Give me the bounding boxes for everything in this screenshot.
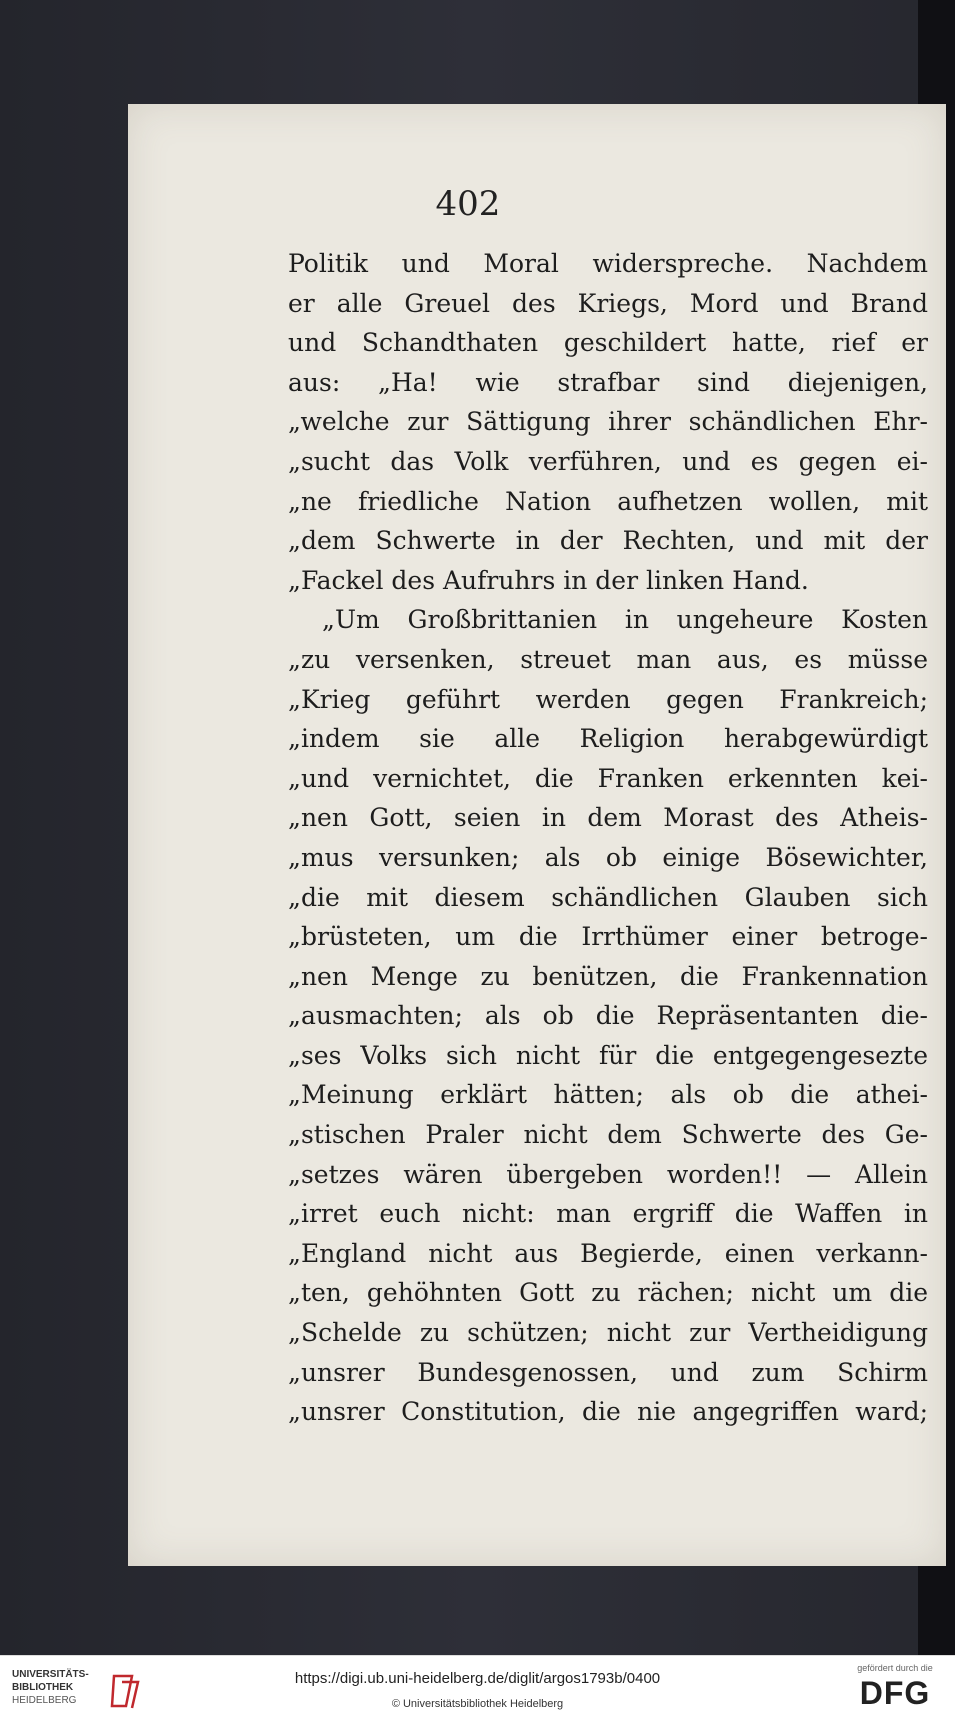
text-line: „indem sie alle Religion herabgewürdigt	[288, 724, 928, 754]
text-line: „Krieg geführt werden gegen Frankreich;	[288, 684, 928, 714]
text-line: „Fackel des Aufruhrs in der linken Hand.	[288, 565, 809, 595]
text-line: „Schelde zu schützen; nicht zur Vertheidigung	[288, 1318, 928, 1348]
logo-text-line3: HEIDELBERG	[12, 1695, 77, 1706]
dfg-logo[interactable]	[840, 1662, 950, 1724]
page-number: 402	[435, 184, 501, 224]
logo-text-line1: UNIVERSITÄTS-	[12, 1669, 89, 1680]
text-line: „setzes wären übergeben worden!! — Allein	[288, 1159, 928, 1189]
text-line: „brüsteten, um die Irrthümer einer betroge-	[288, 922, 928, 952]
text-line: „Um Großbrittanien in ungeheure Kosten	[322, 605, 928, 635]
text-line: „ten, gehöhnten Gott zu rächen; nicht um die	[288, 1278, 928, 1308]
text-line: „sucht das Volk verführen, und es gegen ei-	[288, 446, 928, 476]
funding-note: gefördert durch die	[857, 1663, 933, 1673]
text-line: er alle Greuel des Kriegs, Mord und Brand	[288, 288, 928, 318]
document-url-link[interactable]: https://digi.ub.uni-heidelberg.de/diglit/argos1793b/0400	[294, 1670, 661, 1687]
text-line: „die mit diesem schändlichen Glauben sich	[288, 882, 928, 912]
page-text	[288, 244, 928, 1432]
text-line: „unsrer Bundesgenossen, und zum Schirm	[288, 1357, 928, 1387]
text-line: „welche zur Sättigung ihrer schändlichen Ehr-	[288, 407, 928, 437]
text-line: aus: „Ha! wie strafbar sind diejenigen,	[288, 367, 928, 397]
text-line: „irret euch nicht: man ergriff die Waffen in	[288, 1199, 928, 1229]
text-line: „nen Gott, seien in dem Morast des Atheis-	[288, 803, 928, 833]
viewer-footer	[0, 1655, 955, 1728]
funder-name: DFG	[859, 1675, 931, 1711]
text-line: „England nicht aus Begierde, einen verkann-	[288, 1238, 928, 1268]
book-page	[128, 104, 946, 1566]
text-line: und Schandthaten geschildert hatte, rief er	[288, 328, 928, 358]
text-line: „ausmachten; als ob die Repräsentanten die-	[288, 1001, 928, 1031]
text-line: „zu versenken, streuet man aus, es müsse	[288, 644, 928, 674]
text-line: „ne friedliche Nation aufhetzen wollen, mit	[288, 486, 928, 516]
text-line: „unsrer Constitution, die nie angegriffen ward;	[288, 1397, 928, 1427]
text-line: „stischen Praler nicht dem Schwerte des Ge-	[288, 1120, 928, 1150]
text-line: „mus versunken; als ob einige Bösewichter,	[288, 842, 928, 872]
text-line: „nen Menge zu benützen, die Frankennation	[288, 961, 928, 991]
text-line: „dem Schwerte in der Rechten, und mit der	[288, 526, 928, 556]
text-line: „und vernichtet, die Franken erkennten kei-	[288, 763, 928, 793]
text-line: Politik und Moral widerspreche. Nachdem	[288, 249, 928, 278]
logo-text-line2: BIBLIOTHEK	[12, 1682, 74, 1693]
text-line: „Meinung erklärt hätten; als ob die athei-	[288, 1080, 928, 1110]
copyright-notice: © Universitätsbibliothek Heidelberg	[391, 1698, 564, 1710]
text-line: „ses Volks sich nicht für die entgegengesezte	[288, 1040, 928, 1070]
